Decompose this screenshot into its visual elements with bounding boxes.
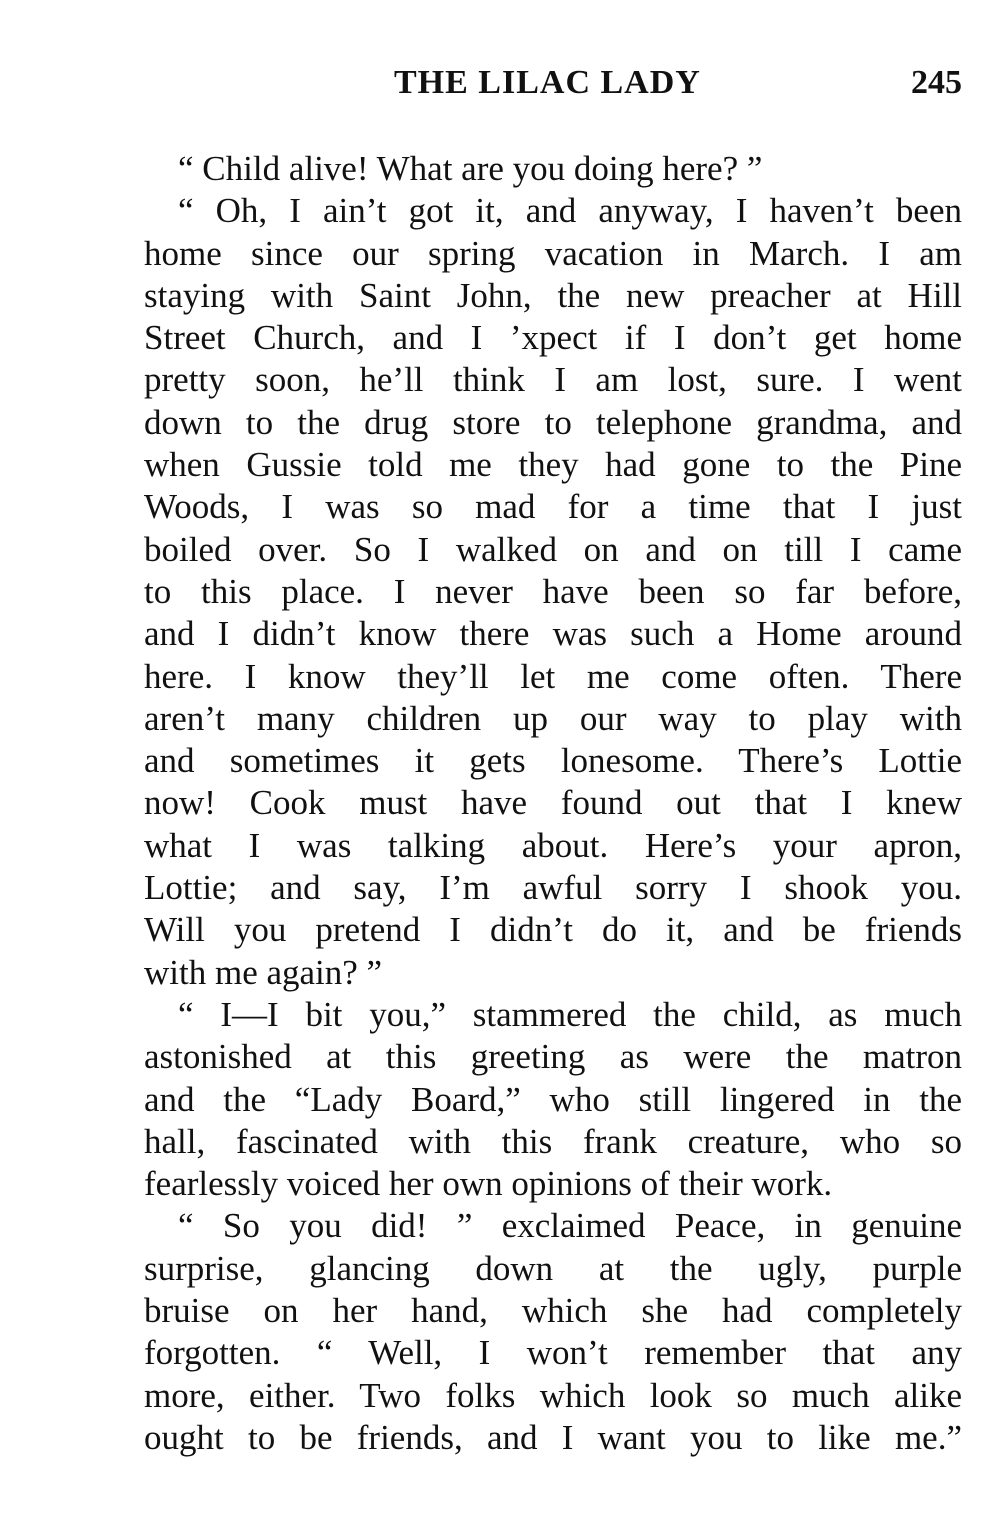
text-line: “ Child alive! What are you doing here? ” <box>178 149 763 188</box>
text-line: “ I—I bit you,” stammered the child, as much <box>178 994 962 1034</box>
text-line: home since our spring vacation in March. I am <box>144 233 962 273</box>
text-line: Will you pretend I didn’t do it, and be friends <box>144 910 962 950</box>
text-line: to this place. I never have been so far before, <box>144 571 962 611</box>
text-line: forgotten. “ Well, I won’t remember that any <box>144 1333 962 1373</box>
text-line: with me again? ” <box>144 952 383 992</box>
text-line: down to the drug store to telephone grandma, and <box>144 402 962 442</box>
text-line: Woods, I was so mad for a time that I just <box>144 487 962 527</box>
text-line: staying with Saint John, the new preacher at Hill <box>144 275 962 315</box>
text-line: and the “Lady Board,” who still lingered in the <box>144 1079 962 1119</box>
text-line: what I was talking about. Here’s your apron, <box>144 825 962 865</box>
text-line: now! Cook must have found out that I knew <box>144 783 962 823</box>
running-title: THE LILAC LADY <box>394 64 701 101</box>
text-line: ought to be friends, and I want you to like me.” <box>144 1417 962 1457</box>
text-line: bruise on her hand, which she had completely <box>144 1291 962 1331</box>
text-line: and sometimes it gets lonesome. There’s Lottie <box>144 741 962 781</box>
text-line: Street Church, and I ’xpect if I don’t get home <box>144 318 962 358</box>
text-line: more, either. Two folks which look so much alike <box>144 1375 962 1415</box>
text-line: astonished at this greeting as were the matron <box>144 1037 962 1077</box>
running-header <box>144 64 962 114</box>
text-line: surprise, glancing down at the ugly, purple <box>144 1248 962 1288</box>
text-line: “ So you did! ” exclaimed Peace, in genuine <box>178 1206 962 1246</box>
text-line: “ Oh, I ain’t got it, and anyway, I haven’t been <box>178 191 962 231</box>
text-line: fearlessly voiced her own opinions of their work. <box>144 1164 833 1204</box>
text-line: pretty soon, he’ll think I am lost, sure. I went <box>144 360 962 400</box>
text-line: and I didn’t know there was such a Home around <box>144 614 962 654</box>
body-text <box>144 148 962 1459</box>
page-number: 245 <box>911 64 962 101</box>
text-line: Lottie; and say, I’m awful sorry I shook you. <box>144 868 962 908</box>
text-line: when Gussie told me they had gone to the Pine <box>144 445 962 485</box>
text-line: here. I know they’ll let me come often. There <box>144 656 962 696</box>
text-line: boiled over. So I walked on and on till I came <box>144 529 962 569</box>
text-line: hall, fascinated with this frank creature, who so <box>144 1121 962 1161</box>
text-line: aren’t many children up our way to play with <box>144 698 962 738</box>
